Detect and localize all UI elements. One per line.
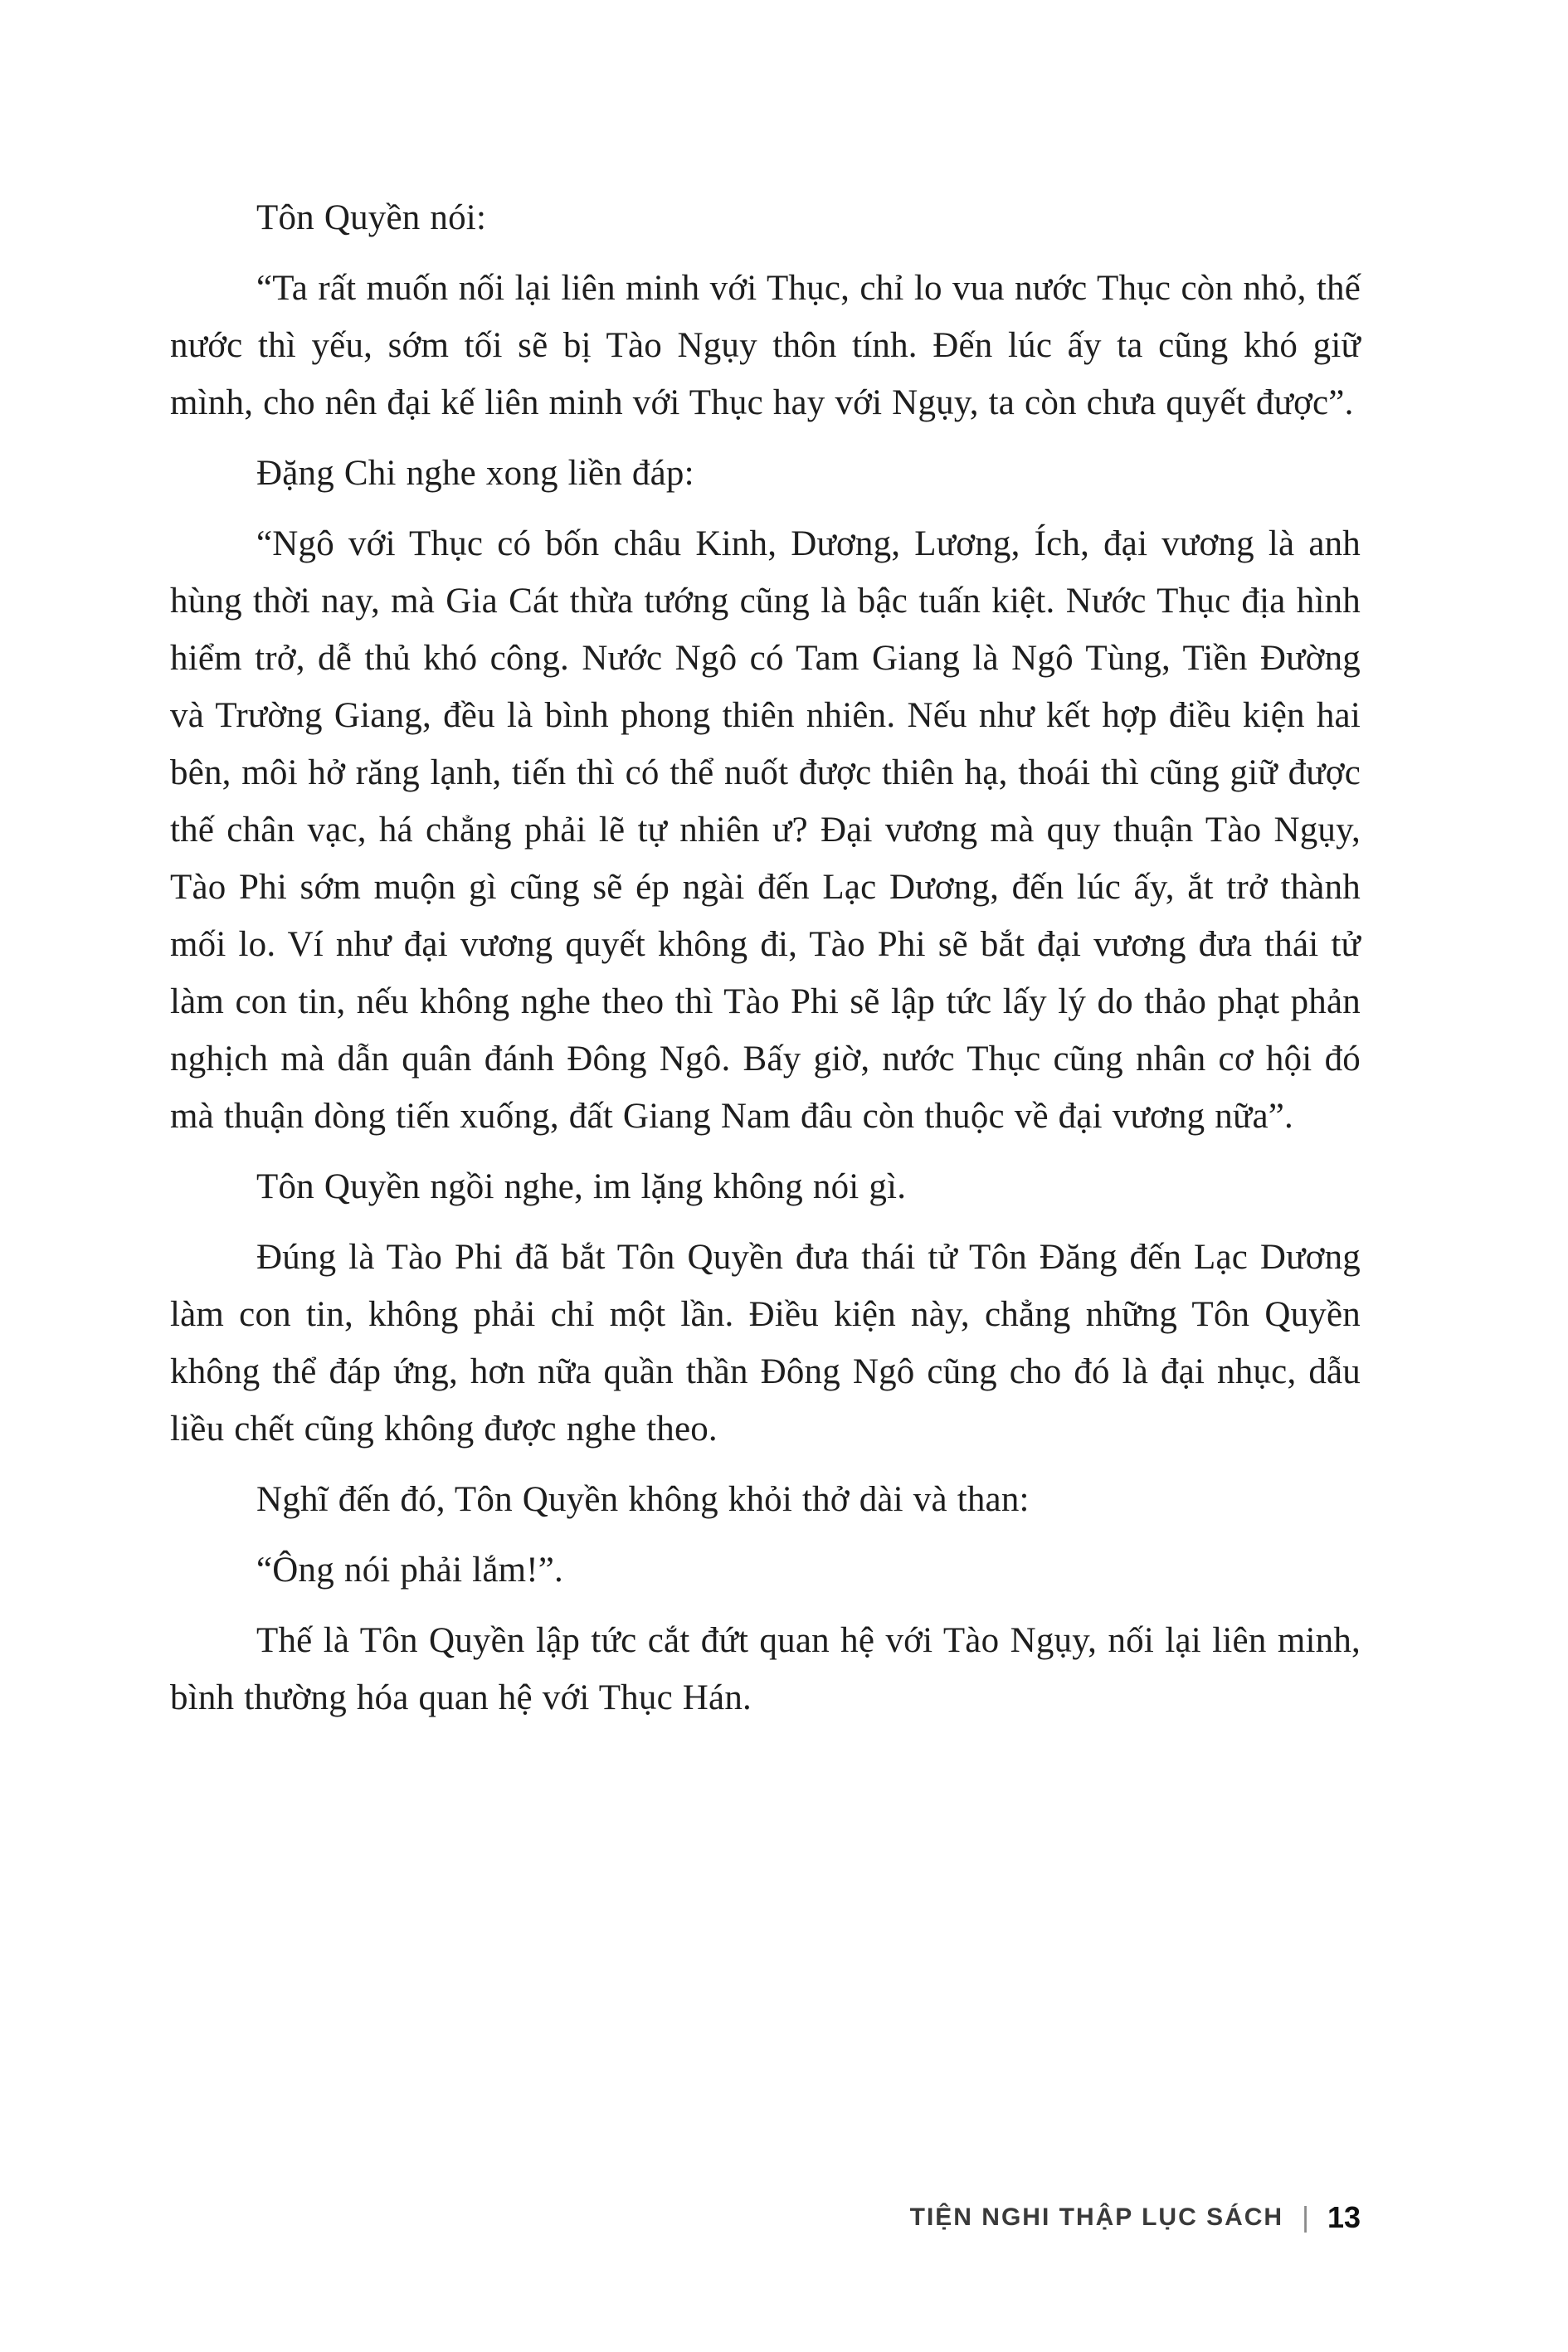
footer-book-title: TIỆN NGHI THẬP LỤC SÁCH [909,2203,1284,2231]
paragraph: Đúng là Tào Phi đã bắt Tôn Quyền đưa thái tử Tôn Đăng đến Lạc Dương làm con tin, không phải chỉ một lần. Điều kiện này, chẳng những Tôn Quyền không thể đáp ứng, hơn nữa quần thần Đông Ngô cũng cho đó là đại nhục, dẫu liều chết cũng không được nghe theo. [170,1238,1361,1449]
footer-separator: | [1302,2202,1309,2233]
page-number: 13 [1327,2200,1361,2234]
page-footer [910,2200,1361,2235]
page-content [170,189,1361,1740]
paragraph: Tôn Quyền ngồi nghe, im lặng không nói gì. [256,1167,907,1206]
paragraph: “Ta rất muốn nối lại liên minh với Thục, chỉ lo vua nước Thục còn nhỏ, thế nước thì yếu, sớm tối sẽ bị Tào Ngụy thôn tính. Đến lúc ấy ta cũng khó giữ mình, cho nên đại kế liên minh với Thục hay với Ngụy, ta còn chưa quyết được”. [170,269,1361,422]
paragraph: Nghĩ đến đó, Tôn Quyền không khỏi thở dài và than: [256,1480,1030,1519]
paragraph: “Ông nói phải lắm!”. [256,1551,564,1590]
paragraph: “Ngô với Thục có bốn châu Kinh, Dương, Lương, Ích, đại vương là anh hùng thời nay, mà Gia Cát thừa tướng cũng là bậc tuấn kiệt. Nước Thục địa hình hiểm trở, dễ thủ khó công. Nước Ngô có Tam Giang là Ngô Tùng, Tiền Đường và Trường Giang, đều là bình phong thiên nhiên. Nếu như kết hợp điều kiện hai bên, môi hở răng lạnh, tiến thì có thể nuốt được thiên hạ, thoái thì cũng giữ được thế chân vạc, há chẳng phải lẽ tự nhiên ư? Đại vương mà quy thuận Tào Ngụy, Tào Phi sớm muộn gì cũng sẽ ép ngài đến Lạc Dương, đến lúc ấy, ắt trở thành mối lo. Ví như đại vương quyết không đi, Tào Phi sẽ bắt đại vương đưa thái tử làm con tin, nếu không nghe theo thì Tào Phi sẽ lập tức lấy lý do thảo phạt phản nghịch mà dẫn quân đánh Đông Ngô. Bấy giờ, nước Thục cũng nhân cơ hội đó mà thuận dòng tiến xuống, đất Giang Nam đâu còn thuộc về đại vương nữa”. [170,524,1361,1136]
paragraph: Tôn Quyền nói: [256,198,487,237]
paragraph: Đặng Chi nghe xong liền đáp: [256,454,694,493]
paragraph: Thế là Tôn Quyền lập tức cắt đứt quan hệ với Tào Ngụy, nối lại liên minh, bình thường hóa quan hệ với Thục Hán. [170,1621,1361,1717]
